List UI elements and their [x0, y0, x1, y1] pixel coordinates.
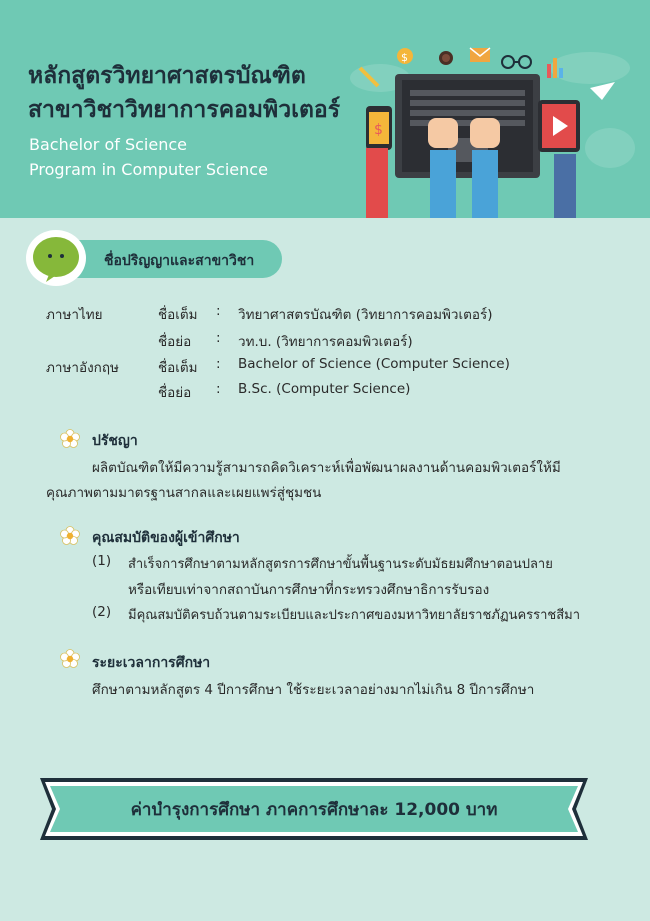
- flower-icon: [60, 429, 80, 449]
- paper-plane-icon: [590, 82, 615, 100]
- philosophy-title: ปรัชญา: [92, 433, 138, 449]
- degree-row-1-sep: :: [216, 303, 221, 319]
- laptop-icon: [395, 74, 540, 178]
- title-english-line1: Bachelor of Science: [29, 135, 187, 154]
- flower-icon: [60, 649, 80, 669]
- degree-row-1-lang: ภาษาไทย: [46, 307, 103, 323]
- degree-heading: ชื่อปริญญาและสาขาวิชา: [104, 253, 255, 269]
- degree-row-2-kind: ชื่อย่อ: [158, 334, 192, 350]
- speech-bubble-icon: [24, 228, 88, 290]
- degree-row-3-kind: ชื่อเต็ม: [158, 360, 198, 376]
- degree-row-3-value: Bachelor of Science (Computer Science): [238, 356, 510, 372]
- degree-heading-tab: [72, 240, 282, 278]
- svg-text:$: $: [374, 122, 383, 138]
- degree-row-3-sep: :: [216, 356, 221, 372]
- qualifications-title: คุณสมบัติของผู้เข้าศึกษา: [92, 530, 240, 546]
- degree-row-1-kind: ชื่อเต็ม: [158, 307, 198, 323]
- degree-row-4-value: B.Sc. (Computer Science): [238, 381, 411, 397]
- qualification-2-line1: มีคุณสมบัติครบถ้วนตามระเบียบและประกาศของมหาวิทยาลัยราชภัฏนครราชสีมา: [128, 608, 581, 623]
- svg-text:$: $: [401, 51, 408, 64]
- flower-icon: [60, 526, 80, 546]
- duration-title: ระยะเวลาการศึกษา: [92, 655, 211, 671]
- degree-row-1-value: วิทยาศาสตรบัณฑิต (วิทยาการคอมพิวเตอร์): [238, 307, 493, 323]
- qualification-1-num: (1): [92, 553, 112, 569]
- qualification-1-line2: หรือเทียบเท่าจากสถาบันการศึกษาที่กระทรวงศึกษาธิการรับรอง: [128, 582, 490, 598]
- degree-row-4-sep: :: [216, 381, 221, 397]
- header-band: [0, 0, 650, 218]
- degree-row-2-value: วท.บ. (วิทยาการคอมพิวเตอร์): [238, 334, 413, 350]
- laptop-hands-illustration: [340, 38, 650, 218]
- philosophy-line1: ผลิตบัณฑิตให้มีความรู้สามารถคิดวิเคราะห์เพื่อพัฒนาผลงานด้านคอมพิวเตอร์ให้มี: [92, 460, 561, 476]
- degree-row-3-lang: ภาษาอังกฤษ: [46, 360, 119, 376]
- fee-banner-text: ค่าบำรุงการศึกษา ภาคการศึกษาละ 12,000 บาท: [130, 800, 498, 820]
- title-thai-line1: หลักสูตรวิทยาศาสตรบัณฑิต: [28, 63, 306, 89]
- degree-row-2-sep: :: [216, 330, 221, 346]
- philosophy-line2: คุณภาพตามมาตรฐานสากลและเผยแพร่สู่ชุมชน: [46, 485, 322, 501]
- duration-text: ศึกษาตามหลักสูตร 4 ปีการศึกษา ใช้ระยะเวลาอย่างมากไม่เกิน 8 ปีการศึกษา: [92, 682, 535, 698]
- phone-icon: [366, 106, 392, 150]
- title-english-line2: Program in Computer Science: [29, 160, 268, 179]
- qualification-1-line1: สำเร็จการศึกษาตามหลักสูตรการศึกษาขั้นพื้นฐานระดับมัธยมศึกษาตอนปลาย: [128, 557, 553, 572]
- degree-row-4-kind: ชื่อย่อ: [158, 385, 192, 401]
- title-thai-line2: สาขาวิชาวิทยาการคอมพิวเตอร์: [28, 97, 341, 123]
- qualification-2-num: (2): [92, 604, 112, 620]
- glasses-icon: [502, 56, 531, 68]
- video-tablet-icon: [538, 100, 580, 152]
- envelope-icon: [470, 48, 490, 62]
